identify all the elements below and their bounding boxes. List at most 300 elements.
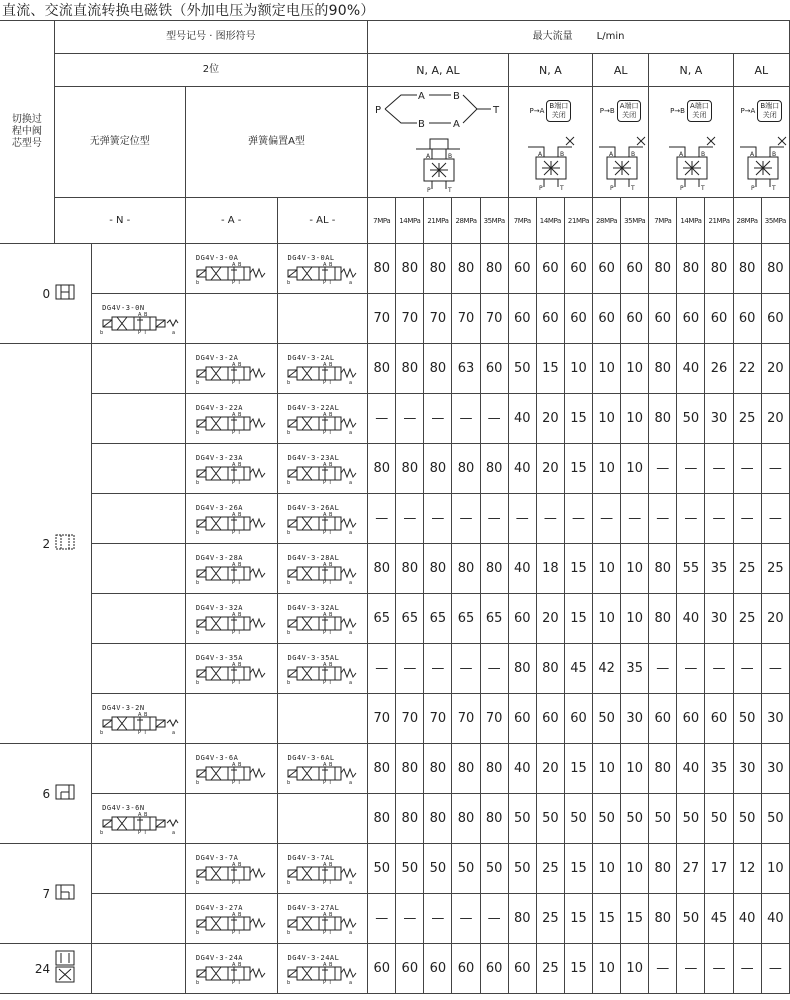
flow-value: 80: [368, 344, 396, 394]
flow-value: 15: [593, 894, 621, 944]
flow-tag-cell: [733, 87, 789, 198]
svg-text:P T: P T: [323, 429, 333, 434]
flow-value: —: [677, 494, 705, 544]
flow-value: 70: [480, 694, 508, 744]
table-row: [0, 744, 790, 794]
flow-value: 80: [705, 244, 733, 294]
model-a-cell: [185, 494, 277, 544]
flow-value: 45: [564, 644, 592, 694]
flow-value: 45: [705, 894, 733, 944]
svg-text:A B: A B: [323, 761, 334, 768]
model-code: DG4V-3-22AL: [287, 403, 340, 412]
valve-body-icon: [593, 133, 649, 191]
flow-value: 70: [424, 294, 452, 344]
model-al-cell: [277, 644, 368, 694]
flow-value: 50: [536, 794, 564, 844]
valve-symbol-icon: [194, 262, 268, 284]
flow-value: 80: [649, 394, 677, 444]
flow-value: 80: [424, 444, 452, 494]
flow-value: 70: [452, 694, 480, 744]
flow-value: 30: [705, 394, 733, 444]
svg-text:B: B: [700, 151, 706, 158]
pressure-header: 35MPa: [480, 198, 508, 244]
svg-text:P: P: [610, 185, 614, 191]
flow-value: 10: [593, 844, 621, 894]
svg-text:P T: P T: [323, 929, 333, 934]
svg-text:b: b: [287, 679, 292, 684]
svg-text:b: b: [287, 929, 292, 934]
flow-value: —: [396, 394, 424, 444]
flow-value: 80: [508, 894, 536, 944]
model-n-cell: [92, 944, 186, 994]
svg-text:a: a: [349, 379, 353, 384]
pressure-header: 7MPa: [508, 198, 536, 244]
table-row: [0, 244, 790, 294]
flow-value: —: [508, 494, 536, 544]
flow-value: 60: [480, 944, 508, 994]
flow-value: 80: [424, 244, 452, 294]
flow-value: 15: [536, 344, 564, 394]
flow-value: —: [452, 894, 480, 944]
flow-value: —: [705, 944, 733, 994]
valve-symbol-icon: [285, 262, 359, 284]
valve-symbol-icon: [194, 612, 268, 634]
flow-value: 50: [677, 894, 705, 944]
flow-value: 15: [564, 894, 592, 944]
model-a-cell: [185, 294, 277, 344]
table-row: [0, 694, 790, 744]
svg-text:P T: P T: [232, 379, 242, 384]
svg-text:P: P: [374, 105, 381, 116]
pressure-group-header: AL: [733, 54, 789, 87]
model-a-cell: [185, 844, 277, 894]
table-row: [0, 844, 790, 894]
flow-value: 80: [649, 744, 677, 794]
flow-value: 70: [452, 294, 480, 344]
flow-value: 18: [536, 544, 564, 594]
flow-value: 60: [480, 344, 508, 394]
model-code: DG4V-3-6AL: [287, 753, 335, 762]
model-code: DG4V-3-32A: [195, 603, 244, 612]
flow-value: —: [761, 644, 789, 694]
flow-value: 70: [368, 694, 396, 744]
flow-value: 20: [536, 744, 564, 794]
svg-text:b: b: [196, 479, 200, 484]
flow-value: —: [649, 494, 677, 544]
svg-text:P T: P T: [323, 629, 333, 634]
flow-value: 60: [593, 294, 621, 344]
flow-value: 80: [424, 344, 452, 394]
flow-value: 80: [396, 744, 424, 794]
flow-value: 15: [564, 744, 592, 794]
flow-value: 20: [536, 394, 564, 444]
pressure-header: 28MPa: [452, 198, 480, 244]
svg-text:A B: A B: [323, 911, 334, 918]
valve-symbol-icon: [194, 362, 268, 384]
svg-text:B: B: [771, 151, 776, 158]
flow-path-cell: [368, 87, 509, 198]
svg-text:b: b: [287, 779, 292, 784]
flow-tag-cell: [649, 87, 733, 198]
flow-value: —: [733, 644, 761, 694]
svg-text:P T: P T: [137, 329, 147, 334]
svg-text:A B: A B: [323, 261, 334, 268]
pressure-header: 21MPa: [705, 198, 733, 244]
flow-value: 60: [564, 294, 592, 344]
table-row: [0, 444, 790, 494]
svg-text:A B: A B: [323, 861, 334, 868]
flow-value: 42: [593, 644, 621, 694]
flow-value: —: [480, 644, 508, 694]
flow-value: 60: [593, 244, 621, 294]
model-a-cell: [185, 944, 277, 994]
model-a-cell: [185, 544, 277, 594]
flow-value: 60: [677, 294, 705, 344]
flow-value: —: [593, 494, 621, 544]
flow-value: —: [705, 494, 733, 544]
flow-value: 80: [480, 744, 508, 794]
model-code: DG4V-3-2N: [102, 703, 145, 712]
flow-value: 80: [424, 744, 452, 794]
svg-text:A B: A B: [323, 461, 334, 468]
svg-text:a: a: [349, 979, 353, 984]
svg-text:b: b: [287, 279, 292, 284]
pressure-header: 14MPa: [536, 198, 564, 244]
svg-text:a: a: [349, 479, 353, 484]
model-code: DG4V-3-27AL: [287, 903, 340, 912]
svg-text:B: B: [631, 151, 636, 158]
flow-value: 70: [368, 294, 396, 344]
flow-value: 70: [424, 694, 452, 744]
flow-value: 50: [621, 794, 649, 844]
model-n-cell: [92, 394, 186, 444]
svg-text:b: b: [196, 379, 200, 384]
flow-value: 40: [508, 744, 536, 794]
svg-text:P T: P T: [137, 829, 147, 834]
spool-number: 0: [0, 244, 54, 344]
valve-symbol-icon: [98, 312, 180, 334]
flow-value: —: [368, 644, 396, 694]
flow-value: 15: [564, 944, 592, 994]
svg-text:A B: A B: [323, 511, 334, 518]
spool-symbol-cell: [54, 344, 91, 744]
flow-value: 15: [564, 544, 592, 594]
model-al-cell: [277, 794, 368, 844]
flow-unit-label: L/min: [596, 31, 625, 42]
flow-value: —: [677, 644, 705, 694]
svg-text:A: A: [538, 151, 543, 158]
max-flow-label: 最大流量: [532, 31, 573, 42]
flow-value: 20: [536, 594, 564, 644]
valve-body-icon: [734, 133, 790, 191]
flow-value: 80: [368, 444, 396, 494]
svg-text:a: a: [349, 679, 353, 684]
svg-text:A B: A B: [232, 961, 243, 968]
model-n-cell: [92, 594, 186, 644]
flow-value: 80: [733, 244, 761, 294]
valve-symbol-icon: [285, 362, 359, 384]
flow-value: 25: [536, 894, 564, 944]
flow-value: 25: [536, 944, 564, 994]
table-row: [0, 198, 790, 244]
pressure-header: 35MPa: [761, 198, 789, 244]
flow-value: —: [564, 494, 592, 544]
flow-value: 10: [621, 394, 649, 444]
svg-text:b: b: [196, 529, 200, 534]
svg-text:T: T: [771, 185, 776, 191]
flow-value: 80: [452, 544, 480, 594]
svg-text:A B: A B: [323, 411, 334, 418]
svg-text:A B: A B: [232, 661, 243, 668]
model-code: DG4V-3-27A: [195, 903, 244, 912]
svg-text:P T: P T: [323, 279, 333, 284]
model-code: DG4V-3-2AL: [287, 353, 335, 362]
flow-value: 80: [424, 794, 452, 844]
flow-value: 80: [649, 544, 677, 594]
flow-value: 80: [480, 544, 508, 594]
svg-text:a: a: [171, 729, 176, 734]
model-code: DG4V-3-7AL: [287, 853, 335, 862]
flow-value: —: [368, 494, 396, 544]
valve-symbol-icon: [194, 762, 268, 784]
svg-text:A B: A B: [232, 361, 243, 368]
flow-value: —: [396, 894, 424, 944]
pressure-header: 14MPa: [677, 198, 705, 244]
model-a-cell: [185, 594, 277, 644]
flow-value: —: [761, 494, 789, 544]
flow-tag-cell: [508, 87, 592, 198]
flow-value: 80: [452, 794, 480, 844]
flow-value: 50: [368, 844, 396, 894]
spool-number: 6: [0, 744, 54, 844]
flow-value: 60: [536, 244, 564, 294]
flow-value: 40: [761, 894, 789, 944]
pressure-group-header: N, A: [508, 54, 592, 87]
flow-value: —: [480, 494, 508, 544]
model-code: DG4V-3-23A: [195, 453, 244, 462]
model-code: DG4V-3-7A: [195, 853, 239, 862]
valve-symbol-icon: [98, 712, 180, 734]
no-spring-header: 无弹簧定位型: [54, 87, 185, 198]
pressure-group-header: AL: [593, 54, 649, 87]
model-a-cell: [185, 444, 277, 494]
flow-value: 60: [733, 294, 761, 344]
valve-symbol-icon: [285, 862, 359, 884]
valve-body-icon: [522, 133, 578, 191]
flow-value: 22: [733, 344, 761, 394]
flow-value: —: [733, 494, 761, 544]
flow-value: 60: [536, 694, 564, 744]
model-code: DG4V-3-0N: [102, 303, 145, 312]
flow-value: —: [649, 444, 677, 494]
svg-text:b: b: [99, 329, 104, 334]
model-n-cell: [92, 644, 186, 694]
flow-table: [0, 20, 790, 994]
svg-text:A: A: [452, 119, 460, 130]
flow-value: 50: [593, 794, 621, 844]
valve-symbol-icon: [285, 962, 359, 984]
flow-value: 60: [508, 244, 536, 294]
model-code: DG4V-3-24AL: [287, 953, 340, 962]
flow-value: 15: [621, 894, 649, 944]
svg-text:A B: A B: [232, 461, 243, 468]
spool-symbol-cell: [54, 944, 91, 994]
svg-text:A B: A B: [232, 611, 243, 618]
flow-value: 65: [368, 594, 396, 644]
valve-symbol-icon: [98, 812, 180, 834]
spool-symbol-cell: [54, 844, 91, 944]
flow-value: 20: [536, 444, 564, 494]
svg-text:b: b: [287, 479, 292, 484]
spool-number: 24: [0, 944, 54, 994]
svg-text:a: a: [171, 829, 176, 834]
valve-symbol-icon: [285, 762, 359, 784]
model-n-cell: [92, 894, 186, 944]
spool-type-header: 切换过 程中阀 芯型号: [0, 21, 54, 244]
flow-value: 80: [649, 594, 677, 644]
flow-path-diagram-icon: [373, 87, 503, 131]
flow-value: 63: [452, 344, 480, 394]
pressure-header: 7MPa: [368, 198, 396, 244]
flow-value: —: [452, 394, 480, 444]
flow-value: 80: [396, 344, 424, 394]
table-row: [0, 644, 790, 694]
svg-text:T: T: [447, 187, 452, 193]
svg-text:b: b: [196, 929, 200, 934]
flow-value: 50: [396, 844, 424, 894]
flow-value: 10: [593, 544, 621, 594]
flow-value: 80: [677, 244, 705, 294]
flow-value: —: [452, 494, 480, 544]
valve-symbol-icon: [285, 612, 359, 634]
svg-text:a: a: [349, 579, 353, 584]
svg-text:T: T: [631, 185, 635, 191]
position-header: 2位: [54, 54, 368, 87]
svg-text:P T: P T: [232, 879, 242, 884]
flow-value: 80: [368, 744, 396, 794]
spring-offset-header: 弹簧偏置A型: [185, 87, 367, 198]
flow-value: 60: [508, 294, 536, 344]
svg-text:P T: P T: [232, 979, 242, 984]
svg-text:A B: A B: [232, 411, 243, 418]
flow-value: —: [761, 444, 789, 494]
flow-value: 30: [733, 744, 761, 794]
spool-number: 7: [0, 844, 54, 944]
model-a-cell: [185, 644, 277, 694]
svg-text:P T: P T: [323, 479, 333, 484]
svg-text:b: b: [196, 679, 200, 684]
flow-value: 65: [452, 594, 480, 644]
flow-value: —: [396, 494, 424, 544]
svg-text:b: b: [99, 829, 104, 834]
flow-value: 60: [508, 594, 536, 644]
max-flow-header: [368, 21, 790, 54]
valve-symbol-icon: [285, 512, 359, 534]
flow-value: 65: [396, 594, 424, 644]
model-a-cell: [185, 344, 277, 394]
svg-text:B: B: [452, 91, 460, 102]
flow-value: 60: [621, 294, 649, 344]
flow-value: 70: [396, 294, 424, 344]
svg-text:b: b: [196, 879, 200, 884]
flow-value: 10: [593, 444, 621, 494]
svg-text:P T: P T: [323, 979, 333, 984]
svg-text:A B: A B: [232, 261, 243, 268]
flow-value: —: [649, 644, 677, 694]
model-a-cell: [185, 244, 277, 294]
flow-value: —: [621, 494, 649, 544]
flow-tag-cell: [593, 87, 649, 198]
pressure-group-header: N, A, AL: [368, 54, 509, 87]
flow-value: 50: [677, 394, 705, 444]
spool-symbol-icon: [54, 883, 76, 901]
table-row: [0, 21, 790, 54]
flow-value: 40: [733, 894, 761, 944]
flow-value: 60: [396, 944, 424, 994]
svg-text:P T: P T: [323, 579, 333, 584]
flow-value: 40: [677, 344, 705, 394]
code-a-header: - A -: [185, 198, 277, 244]
svg-text:P T: P T: [232, 929, 242, 934]
flow-value: 10: [621, 744, 649, 794]
svg-text:b: b: [196, 979, 200, 984]
svg-text:a: a: [349, 279, 353, 284]
svg-text:a: a: [349, 929, 353, 934]
flow-value: 35: [621, 644, 649, 694]
closed-status-label: 关闭: [551, 111, 566, 119]
svg-text:B: B: [417, 119, 425, 130]
model-a-cell: [185, 744, 277, 794]
table-row: [0, 87, 790, 198]
flow-value: —: [396, 644, 424, 694]
model-al-cell: [277, 594, 368, 644]
flow-value: 20: [761, 344, 789, 394]
flow-value: 30: [621, 694, 649, 744]
closed-port-label: A端口: [689, 102, 709, 110]
flow-value: 10: [621, 594, 649, 644]
flow-value: 80: [761, 244, 789, 294]
svg-text:P T: P T: [232, 779, 242, 784]
model-al-cell: [277, 244, 368, 294]
svg-text:A: A: [609, 151, 614, 158]
flow-value: —: [452, 644, 480, 694]
svg-text:P T: P T: [323, 879, 333, 884]
flow-value: 80: [649, 244, 677, 294]
flow-value: 60: [564, 244, 592, 294]
valve-symbol-icon: [194, 412, 268, 434]
spool-symbol-icon: [54, 783, 76, 801]
valve-body-icon: [663, 133, 719, 191]
table-row: [0, 394, 790, 444]
flow-value: 80: [649, 844, 677, 894]
flow-value: 65: [424, 594, 452, 644]
flow-value: 50: [705, 794, 733, 844]
svg-text:A B: A B: [232, 861, 243, 868]
flow-value: 50: [452, 844, 480, 894]
flow-value: 60: [536, 294, 564, 344]
flow-value: 60: [621, 244, 649, 294]
pressure-header: 21MPa: [424, 198, 452, 244]
svg-text:P: P: [750, 185, 755, 191]
pressure-header: 28MPa: [733, 198, 761, 244]
flow-value: 40: [677, 594, 705, 644]
flow-value: 50: [733, 694, 761, 744]
model-al-cell: [277, 394, 368, 444]
table-row: [0, 944, 790, 994]
svg-text:P T: P T: [232, 479, 242, 484]
svg-text:T: T: [700, 185, 705, 191]
flow-value: 80: [452, 244, 480, 294]
